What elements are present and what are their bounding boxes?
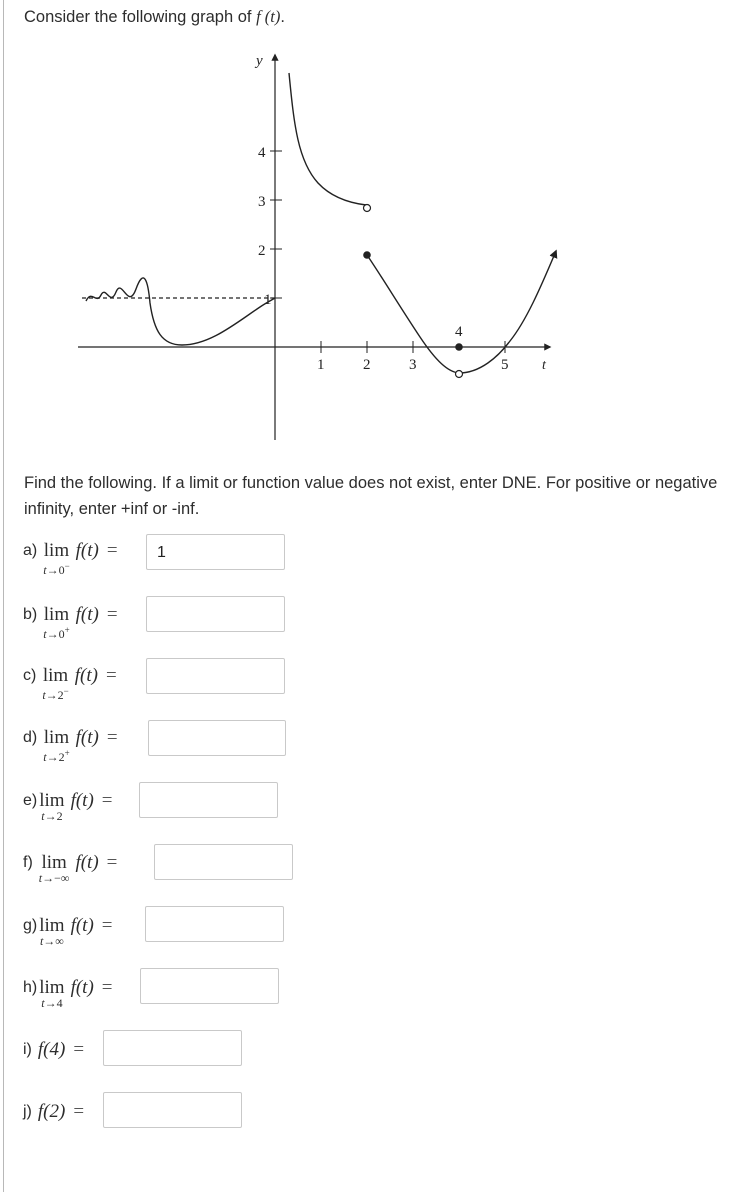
- x-tick-label-1: 1: [317, 357, 325, 373]
- limit-operator: lim t→2−: [42, 665, 69, 702]
- prompt-function: f (t): [256, 7, 281, 26]
- equals-sign: =: [101, 915, 113, 936]
- equals-sign: =: [105, 665, 117, 686]
- question-prompt: [24, 7, 285, 27]
- question-h: [23, 978, 113, 1010]
- question-d: [23, 728, 118, 764]
- answer-input-j[interactable]: [103, 1092, 242, 1128]
- limit-operator: lim t→4: [39, 977, 65, 1010]
- right-curve: [367, 251, 556, 373]
- open-point-4-low: [456, 371, 463, 378]
- equals-sign: =: [73, 1101, 85, 1122]
- answer-input-g[interactable]: [145, 906, 284, 942]
- x-tick-label-2: 2: [363, 357, 371, 373]
- question-j: [23, 1102, 84, 1122]
- equals-sign: =: [106, 540, 118, 561]
- equals-sign: =: [73, 1039, 85, 1060]
- limit-operator: lim t→∞: [39, 915, 65, 948]
- question-label: h): [23, 979, 38, 996]
- question-label: b): [23, 606, 38, 623]
- question-f: [23, 853, 117, 885]
- function-expression: f(t): [75, 540, 99, 561]
- y-tick-label-4: 4: [258, 145, 266, 161]
- question-label: i): [23, 1041, 32, 1058]
- function-expression: f(t): [74, 665, 98, 686]
- equals-sign: =: [106, 852, 118, 873]
- answer-input-h[interactable]: [140, 968, 279, 1004]
- question-i: [23, 1040, 84, 1060]
- y-tick-label-1: 1: [264, 292, 272, 308]
- equals-sign: =: [101, 977, 113, 998]
- limit-operator: lim t→0−: [43, 540, 70, 577]
- y-tick-label-2: 2: [258, 243, 266, 259]
- question-a: [23, 541, 118, 577]
- closed-point-4-0: [455, 343, 463, 351]
- function-expression: f(t): [75, 727, 99, 748]
- answer-input-f[interactable]: [154, 844, 293, 880]
- prompt-prefix: Consider the following graph of: [24, 8, 257, 26]
- answer-input-b[interactable]: [146, 596, 285, 632]
- equals-sign: =: [101, 790, 113, 811]
- question-label: e): [23, 792, 38, 809]
- function-expression: f(2): [37, 1101, 66, 1122]
- answer-input-c[interactable]: [146, 658, 285, 694]
- prompt-suffix: .: [280, 8, 285, 26]
- function-expression: f(4): [37, 1039, 66, 1060]
- limit-operator: lim t→−∞: [38, 852, 70, 885]
- answer-input-a[interactable]: 1: [146, 534, 285, 570]
- answer-input-e[interactable]: [139, 782, 278, 818]
- x-tick-label-5: 5: [501, 357, 509, 373]
- question-c: [23, 666, 117, 702]
- question-label: j): [23, 1103, 32, 1120]
- function-expression: f(t): [70, 915, 94, 936]
- y-tick-label-3: 3: [258, 194, 266, 210]
- x-tick-label-3: 3: [409, 357, 417, 373]
- equals-sign: =: [106, 727, 118, 748]
- question-label: a): [23, 542, 38, 559]
- left-border: [3, 0, 4, 1192]
- question-e: [23, 791, 113, 823]
- question-label: c): [23, 667, 37, 684]
- function-expression: f(t): [70, 977, 94, 998]
- function-expression: f(t): [70, 790, 94, 811]
- question-label: g): [23, 917, 38, 934]
- answer-input-i[interactable]: [103, 1030, 242, 1066]
- limit-operator: lim t→2: [39, 790, 65, 823]
- open-point-2-3: [364, 205, 371, 212]
- question-label: f): [23, 854, 33, 871]
- limit-operator: lim t→0+: [43, 604, 70, 641]
- question-b: [23, 605, 118, 641]
- t-axis-label: t: [542, 358, 546, 373]
- middle-decreasing-curve: [289, 73, 366, 205]
- y-axis-label: y: [256, 53, 263, 69]
- function-graph: [70, 45, 570, 445]
- instructions-text: Find the following. If a limit or function value does not exist, enter DNE. For positive or negative infinity, enter +inf or -inf.: [24, 474, 718, 518]
- answer-input-d[interactable]: [148, 720, 286, 756]
- x-tick-label-4: 4: [455, 324, 463, 340]
- equals-sign: =: [106, 604, 118, 625]
- question-g: [23, 916, 113, 948]
- function-expression: f(t): [75, 852, 99, 873]
- left-oscillating-curve: [86, 278, 275, 345]
- function-expression: f(t): [75, 604, 99, 625]
- question-label: d): [23, 729, 38, 746]
- limit-operator: lim t→2+: [43, 727, 70, 764]
